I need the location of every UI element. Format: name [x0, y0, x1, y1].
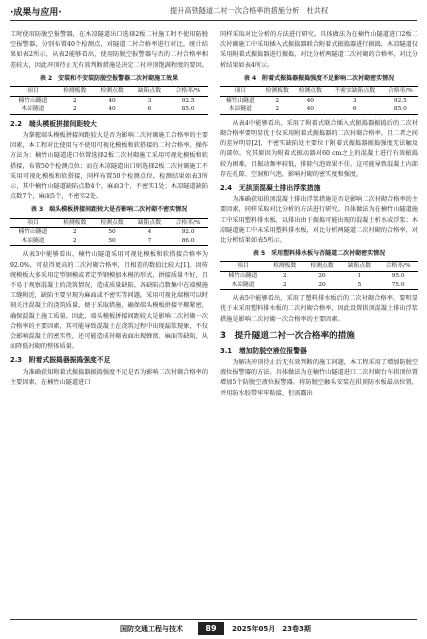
table-cell: 40 [108, 106, 116, 113]
table-cell: 75.0 [391, 281, 405, 288]
table-header-cell: 检测板数 [63, 88, 87, 95]
section-tag: ·成果与应用· [10, 8, 62, 18]
table-cell: 92.0 [181, 229, 195, 236]
table-header-cell: 检测点数 [298, 88, 322, 95]
table-header-cell: 合格率/% [385, 263, 411, 270]
table-cell: 95.0 [391, 273, 405, 280]
paragraph: 从表3中能够看出，楠竹山隧道采用可视化模板和软搭接合格率为92.0%，可获得更高的二次衬砌合格率，且相差的数值比较大[1]。因传统模板大多采用定型钢模或者定型钢模加木模的形式，拼接质量不好，且不易于观察混凝土的浇筑情况，造成质量缺陷。各缺陷点数集中在端模施工缝附近，缺陷主要呈现为麻面或不密实等问题。采用可视化端模可以时刻关注混凝土的浇筑质量，便于采取措施，确保端头模板拼接平顺紧密，确保混凝土施工质量。因此，端头模板拼接间距较大是影响二次衬砌一次合格率的主要因素，其可能导致混凝土在浇筑过程中出现漏浆现象，不仅会影响混凝土的密实性，还可能造成衬砌表面出现蜂窝、麻面等缺陷，从而降低衬砌的整体质量。 [10, 251, 208, 351]
table-cell: 楠竹山隧道 [18, 97, 48, 104]
table-cell: 40 [108, 97, 116, 104]
table-5 [220, 261, 418, 290]
table-header-cell: 检测点数 [100, 88, 124, 95]
paragraph: 为解决冲顶待止后无有效判断的施工问题，本工程采用了增加防脱空液位报警器的方法。具体做法为在楠竹山隧道进口二次衬砌台车拱顶位置增加5个防脱空液位报警器，将防脱空触头安装在拱顶防水板最高位置，并用防水胶带牢牢粘接，但需露出 [220, 359, 419, 397]
table-header-cell: 检测板数 [273, 263, 297, 270]
table-cell: 楠竹山隧道 [228, 273, 258, 280]
footer-rule [10, 619, 417, 620]
left-column [10, 30, 208, 388]
section-heading: 2.3 附着式振捣器振捣强度不足 [10, 356, 111, 365]
table-3 [10, 218, 208, 247]
table-cell: 2 [282, 281, 287, 288]
table-cell: 40 [306, 97, 314, 104]
table-header-cell: 检测点数 [100, 219, 124, 226]
table-cell: 2 [72, 97, 77, 104]
paragraph: 为准确获知附着式振捣器振捣强度不足是否为影响二次衬砌合格率的主要因素，在楠竹山隧道进口 [10, 368, 209, 386]
table-header-row [10, 218, 208, 228]
table-header-cell: 检测板数 [265, 88, 289, 95]
table-row [220, 105, 418, 114]
paragraph: 从表4中能够看出，采用了附着式联合插入式振捣器振捣后的二次衬砌合格率要明显优于仅采用附着式振捣器的二次衬砌合格率，且二者之间的差异明显[2]，不密实缺陷处主要位于附着式振捣器振捣强度无法触及的部位。究其原因为附着式振动器对60 cm之上的混凝土进行有效振捣较为困难，且振动频率较低，排除气泡效果不佳。这可能导致混凝土内部存在孔隙、空洞和气泡，影响衬砌的密实度和强度。 [220, 119, 418, 178]
section-heading: 3.1 增加防脱空液位报警器 [220, 346, 307, 355]
table-header-cell: 检测板数 [63, 219, 87, 226]
table-header-cell: 合格率/% [387, 88, 413, 95]
table-cell: 2 [275, 106, 280, 113]
table-cell: 50 [108, 229, 116, 236]
table-cell: 4 [147, 229, 152, 236]
table-2 [10, 86, 208, 115]
table-header-cell: 合格率/% [175, 219, 201, 226]
paragraph: 为准确获知拱顶混凝土排出浮浆措施是否是影响二次衬砌合格率的主要因素，同样采取对比分析的方法进行研究。具体做法为在楠竹山隧道施工中采用塑料排水板，以排出由于振捣可能出现的混凝土析水或浮浆；木凉隧道施工中未采用塑料排水板，对比分析两隧道二次衬砌的合格率，对比分析结果如表5所示。 [220, 196, 419, 245]
section-heading: 2.4 无拱顶混凝土排出浮浆措施 [220, 184, 321, 193]
table-row [10, 96, 208, 105]
right-column [220, 30, 418, 399]
table-row [220, 96, 418, 105]
table-cell: 1 [357, 273, 362, 280]
table-cell: 3 [147, 97, 152, 104]
chapter-heading: 3 提升隧道二衬一次合格率的措施 [220, 330, 355, 341]
table-cell: 木凉隧道 [21, 237, 45, 244]
table-header-cell: 缺陷点数 [137, 219, 162, 226]
table-row [10, 228, 208, 237]
table-cell: 2 [275, 97, 280, 104]
table-cell: 2 [282, 273, 287, 280]
paragraph: 从表5中能够看出，采用了塑料排水板后的二次衬砌合格率，要明显优于未采用塑料排水板的二次衬砌合格率，因此设置拱顶混凝土排出浮浆措施是影响二次衬砌一次合格率的主要因素。 [220, 295, 418, 323]
table-header-cell: 检测点数 [310, 263, 334, 270]
table-cell: 50 [108, 237, 116, 244]
table-header-cell: 缺陷点数 [347, 263, 372, 270]
table-cell: 2 [72, 106, 77, 113]
table-3-caption: 表 3 端头模板拼接间距较大是否影响二次衬砌不密实情况 [30, 206, 188, 214]
table-header-cell: 项目 [234, 88, 247, 95]
running-title: 提升高铁隧道二衬一次合格率的措施分析 杜共权 [170, 6, 329, 15]
table-cell: 7 [147, 237, 152, 244]
issue-info: 2025年05月 23卷3期 [232, 625, 311, 633]
table-4 [220, 86, 418, 115]
table-cell: 楠竹山隧道 [225, 97, 255, 104]
table-4-caption: 表 4 附着式振捣器振捣强度不足影响二次衬砌密实情况 [243, 74, 395, 82]
table-header-row [10, 87, 208, 97]
table-cell: 3 [352, 97, 357, 104]
table-cell: 20 [318, 281, 326, 288]
header-rule [10, 20, 417, 21]
journal-name: 国防交通工程与技术 [120, 625, 183, 633]
table-row [10, 105, 208, 114]
table-cell: 92.5 [181, 97, 195, 104]
table-cell: 2 [72, 237, 77, 244]
table-header-cell: 合格率/% [175, 88, 201, 95]
table-cell: 20 [318, 273, 326, 280]
table-2-caption: 表 2 安装和不安装防脱空报警器二次衬砌施工效果 [39, 74, 179, 82]
table-header-row [220, 262, 418, 272]
table-cell: 40 [306, 106, 314, 113]
table-header-cell: 项目 [237, 263, 249, 270]
table-cell: 2 [72, 229, 77, 236]
page-header [0, 0, 427, 24]
paragraph: 为掌握端头模板拼接间距较大是否为影响二次衬砌施工合格率的主要因素，本工程对比使用与不使用可视化模板和软搭接的二衬合格率。操作方法为：楠竹山隧道进口位置选择2板二次衬砌施工采用可视化模板和软搭接，布置50个检测点位；而在木凉隧道出口则选择2板二次衬砌施工不采用可视化模板和软搭接，同样布置50个检测点位。检测结果如表3所示，其中楠竹山隧道缺陷点数4个，麻面3个，不密实1处；木凉隧道缺陷点数7个，麻面5个，不密实2处。 [10, 132, 209, 201]
table-row [220, 281, 418, 290]
table-cell: 6 [352, 106, 357, 113]
paragraph: 工时使用防脱空报警器，在木凉隧道出口选择2板二衬施工时不使用防脱空报警器，分别布置40个检测点，对隧道二衬合格率进行对比。统计结果如表2所示，从表2能够看出，使用防脱空报警器与否的二衬合格率相差较大，因此冲顶待止无有效判断措施是决定二衬冲顶饱满程度的要因。 [10, 31, 208, 69]
table-cell: 85.0 [393, 106, 407, 113]
table-cell: 92.5 [393, 97, 407, 104]
table-header-cell: 不密实缺陷点数 [334, 88, 376, 95]
table-cell: 木凉隧道 [21, 106, 45, 113]
table-cell: 5 [357, 281, 362, 288]
table-cell: 楠竹山隧道 [18, 229, 48, 236]
table-header-row [220, 87, 418, 97]
table-cell: 86.0 [181, 237, 195, 244]
table-row [220, 272, 418, 281]
table-cell: 木凉隧道 [228, 106, 252, 113]
table-5-caption: 表 5 采用塑料排水板与否隧道二次衬砌密实情况 [252, 250, 386, 258]
table-header-cell: 缺陷点数 [137, 88, 162, 95]
paragraph: 同样采取对比分析的方法进行研究。具体做法为在楠竹山隧道进口2板二次衬砌施工中采用插入式振捣器联合附着式振捣器进行振捣，木凉隧道仅采用附着式振捣器进行振捣，对比分析两隧道二次衬砌的合格率，对比分析结果如表4所示。 [220, 31, 418, 69]
table-cell: 木凉隧道 [231, 281, 255, 288]
page-number: 89 [198, 622, 224, 635]
page-footer [0, 619, 427, 639]
table-header-cell: 项目 [27, 88, 39, 95]
table-cell: 6 [147, 106, 152, 113]
table-cell: 85.0 [181, 106, 195, 113]
section-heading: 2.2 端头模板拼接间距较大 [10, 119, 97, 128]
table-row [10, 237, 208, 246]
table-header-cell: 项目 [27, 219, 39, 226]
